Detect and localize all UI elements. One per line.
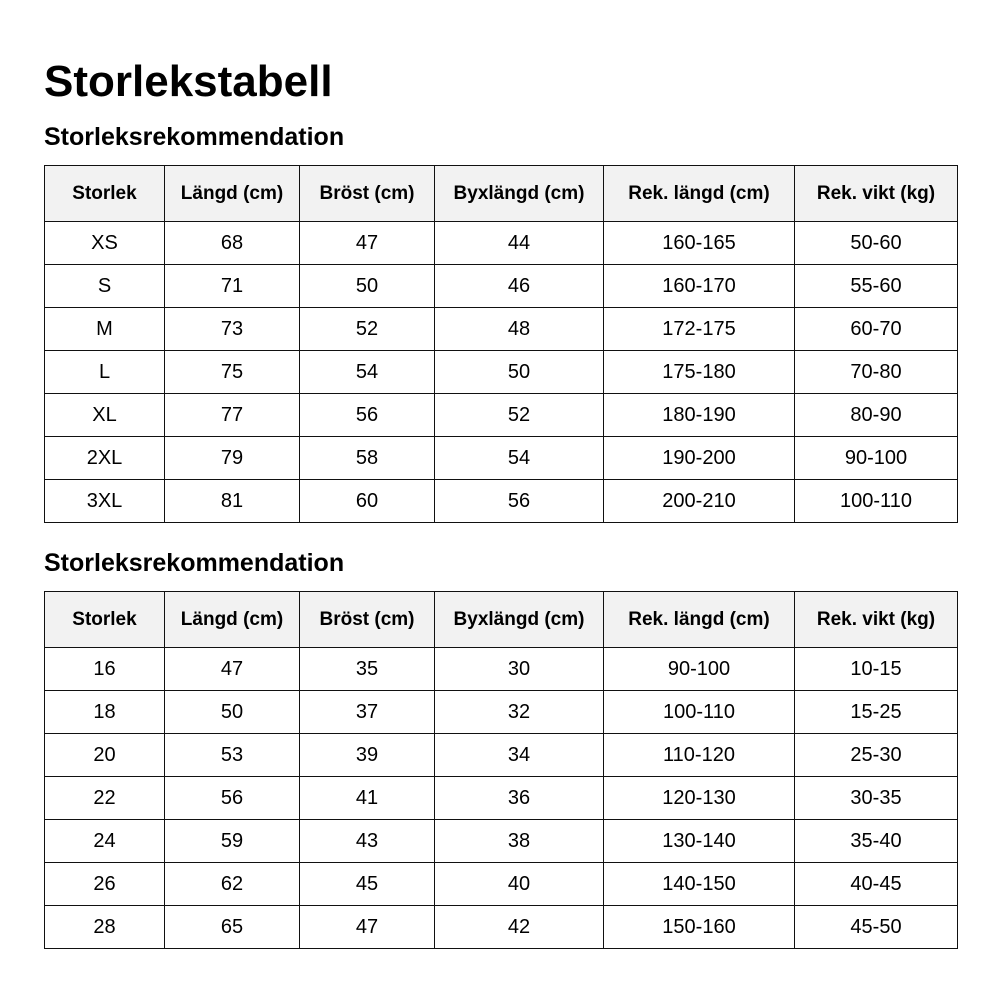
table-cell: 80-90 [795,394,958,437]
column-header: Rek. längd (cm) [604,166,795,222]
table-cell: 32 [435,691,604,734]
table-cell: 90-100 [604,648,795,691]
table-cell: 25-30 [795,734,958,777]
table-cell: 24 [45,820,165,863]
table-cell: 54 [435,437,604,480]
table-cell: 79 [165,437,300,480]
table-cell: 16 [45,648,165,691]
table-cell: 30-35 [795,777,958,820]
table-cell: 45 [300,863,435,906]
size-table-children [44,591,958,949]
table-cell: 130-140 [604,820,795,863]
table-cell: 2XL [45,437,165,480]
table-cell: 71 [165,265,300,308]
table-cell: 200-210 [604,480,795,523]
table-cell: XL [45,394,165,437]
table-cell: L [45,351,165,394]
table-cell: 48 [435,308,604,351]
table-cell: 15-25 [795,691,958,734]
table-row [45,734,958,777]
table-cell: 52 [300,308,435,351]
table-cell: 44 [435,222,604,265]
column-header: Längd (cm) [165,166,300,222]
table-cell: 100-110 [604,691,795,734]
column-header: Rek. vikt (kg) [795,592,958,648]
table-cell: 43 [300,820,435,863]
table-cell: 41 [300,777,435,820]
table-cell: 56 [300,394,435,437]
table-cell: 28 [45,906,165,949]
column-header: Bröst (cm) [300,592,435,648]
table-cell: 47 [300,906,435,949]
table-cell: 20 [45,734,165,777]
table-cell: 50 [435,351,604,394]
table-cell: 50 [300,265,435,308]
table-row [45,648,958,691]
table-cell: 10-15 [795,648,958,691]
table-row [45,691,958,734]
column-header: Rek. längd (cm) [604,592,795,648]
table-cell: 73 [165,308,300,351]
column-header: Längd (cm) [165,592,300,648]
table-cell: 40 [435,863,604,906]
table-cell: 40-45 [795,863,958,906]
table-cell: 42 [435,906,604,949]
table-cell: 58 [300,437,435,480]
table-header-row [45,166,958,222]
table-cell: 65 [165,906,300,949]
table-row [45,480,958,523]
table-cell: 120-130 [604,777,795,820]
table-cell: 34 [435,734,604,777]
table-cell: 47 [300,222,435,265]
table-cell: 52 [435,394,604,437]
table-cell: 100-110 [795,480,958,523]
table-cell: 36 [435,777,604,820]
table-cell: 55-60 [795,265,958,308]
table-cell: 190-200 [604,437,795,480]
table-cell: 39 [300,734,435,777]
table-cell: 59 [165,820,300,863]
section-title-adult: Storleksrekommendation [44,123,345,151]
table-cell: 54 [300,351,435,394]
table-cell: 47 [165,648,300,691]
table-cell: 172-175 [604,308,795,351]
table-cell: 150-160 [604,906,795,949]
table-row [45,394,958,437]
table-cell: 180-190 [604,394,795,437]
table-cell: 68 [165,222,300,265]
table-cell: 35-40 [795,820,958,863]
table-cell: 46 [435,265,604,308]
table-row [45,863,958,906]
table-cell: 3XL [45,480,165,523]
table-cell: 22 [45,777,165,820]
table-cell: 56 [165,777,300,820]
table-cell: 62 [165,863,300,906]
table-cell: S [45,265,165,308]
table-cell: 53 [165,734,300,777]
table-cell: 140-150 [604,863,795,906]
size-table-adult [44,165,958,523]
table-cell: 60-70 [795,308,958,351]
table-cell: 160-170 [604,265,795,308]
table-cell: 38 [435,820,604,863]
table-row [45,351,958,394]
column-header: Storlek [45,592,165,648]
table-cell: M [45,308,165,351]
table-cell: 26 [45,863,165,906]
table-cell: 110-120 [604,734,795,777]
column-header: Rek. vikt (kg) [795,166,958,222]
page-title: Storlekstabell [44,57,333,106]
table-row [45,222,958,265]
table-row [45,820,958,863]
table-cell: 30 [435,648,604,691]
table-row [45,906,958,949]
table-cell: 70-80 [795,351,958,394]
table-cell: 160-165 [604,222,795,265]
table-row [45,437,958,480]
column-header: Byxlängd (cm) [435,592,604,648]
table-cell: 56 [435,480,604,523]
table-cell: 37 [300,691,435,734]
table-cell: 50-60 [795,222,958,265]
table-header-row [45,592,958,648]
table-cell: 50 [165,691,300,734]
column-header: Byxlängd (cm) [435,166,604,222]
section-title-children: Storleksrekommendation [44,549,345,577]
table-cell: 75 [165,351,300,394]
table-cell: XS [45,222,165,265]
table-cell: 81 [165,480,300,523]
table-cell: 90-100 [795,437,958,480]
table-row [45,308,958,351]
table-cell: 175-180 [604,351,795,394]
table-cell: 35 [300,648,435,691]
column-header: Storlek [45,166,165,222]
table-cell: 77 [165,394,300,437]
table-cell: 18 [45,691,165,734]
table-row [45,265,958,308]
table-row [45,777,958,820]
table-cell: 45-50 [795,906,958,949]
column-header: Bröst (cm) [300,166,435,222]
table-cell: 60 [300,480,435,523]
